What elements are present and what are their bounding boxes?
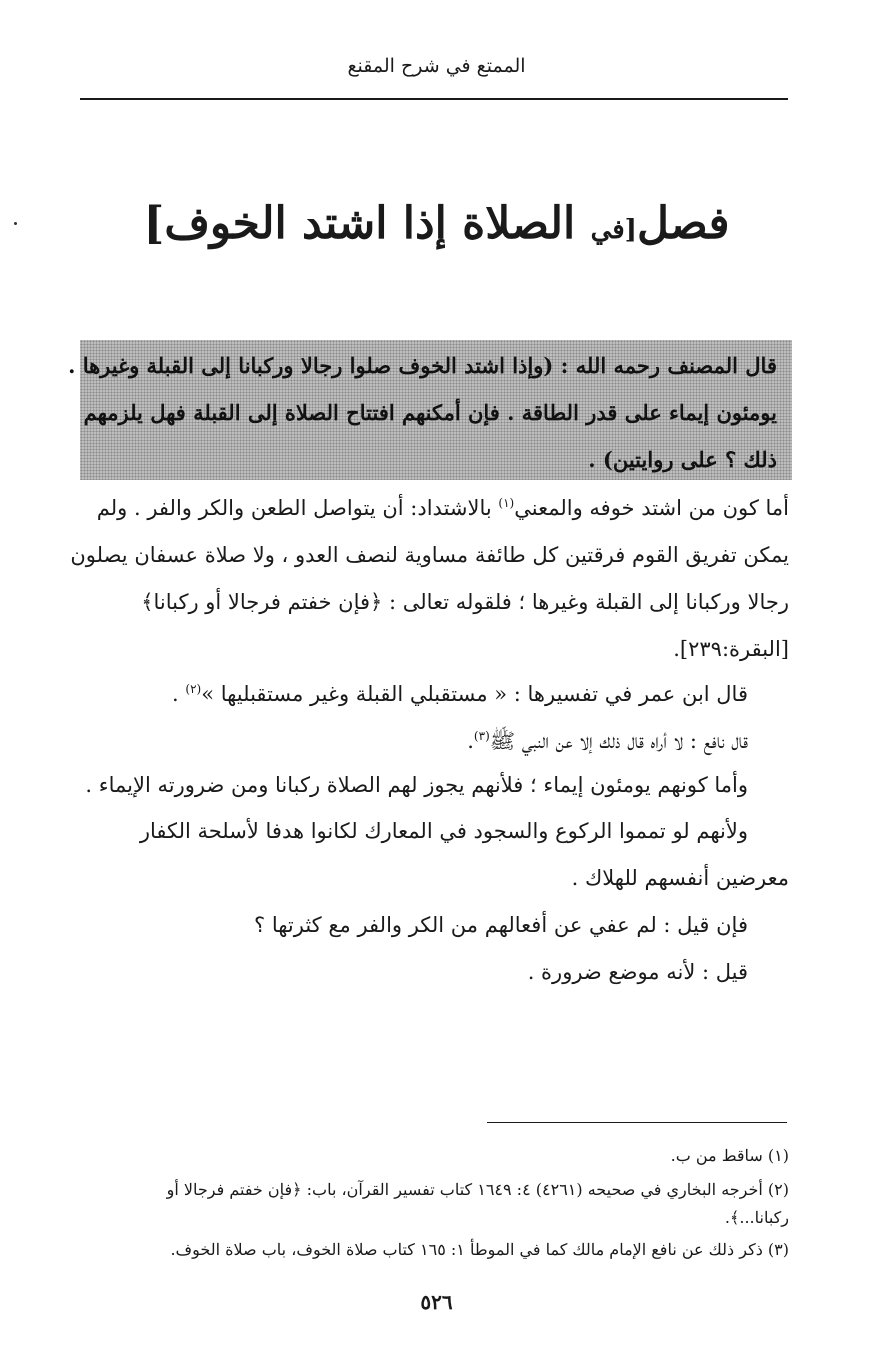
body-text: . <box>467 729 474 753</box>
footnote-ref-1[interactable]: (١) <box>498 496 515 510</box>
chapter-title-bracket: [في <box>590 215 637 245</box>
body-text: قال نافع : لا أراه قال ذلك إلا عن النبي ﷺ <box>489 729 748 753</box>
header-rule <box>80 98 788 100</box>
matn-line-1: قال المصنف رحمه الله : (وإذا اشتد الخوف صلوا رجالا وركبانا إلى القبلة وغيرها . <box>68 353 777 378</box>
body-line: رجالا وركبانا إلى القبلة وغيرها ؛ فلقوله تعالى : ﴿فإن خفتم فرجالا أو ركبانا﴾ <box>141 590 789 614</box>
body-line <box>97 496 789 520</box>
chapter-title-main: فصل <box>636 198 730 249</box>
footnote-3: (٣) ذكر ذلك عن نافع الإمام مالك كما في الموطأ ١: ١٦٥ كتاب صلاة الخوف، باب صلاة الخوف. <box>170 1240 789 1259</box>
body-line <box>467 728 748 759</box>
footnote-1: (١) ساقط من ب. <box>670 1146 789 1165</box>
body-line: ولأنهم لو تمموا الركوع والسجود في المعارك لكانوا هدفا لأسلحة الكفار <box>139 819 748 843</box>
body-line: قيل : لأنه موضع ضرورة . <box>527 960 748 984</box>
running-header: الممتع في شرح المقنع <box>347 55 526 77</box>
body-line: وأما كونهم يومئون إيماء ؛ فلأنهم يجوز لهم الصلاة ركبانا ومن ضرورته الإيماء . <box>85 773 748 797</box>
page-number: ٥٢٦ <box>420 1290 453 1314</box>
body-line <box>172 682 748 706</box>
body-text: أما كون من اشتد خوفه والمعني <box>514 496 789 520</box>
chapter-title <box>0 198 873 249</box>
footnote-ref-3[interactable]: (٣) <box>473 729 490 743</box>
footnote-2-continuation: ركبانا...﴾. <box>724 1208 789 1227</box>
body-text: . <box>172 682 186 706</box>
body-line: فإن قيل : لم عفي عن أفعالهم من الكر والفر مع كثرتها ؟ <box>254 913 748 937</box>
matn-line-2: يومئون إيماء على قدر الطاقة . فإن أمكنهم افتتاح الصلاة إلى القبلة فهل يلزمهم <box>83 400 777 425</box>
body-text: قال ابن عمر في تفسيرها : « مستقبلي القبلة وغير مستقبليها » <box>201 682 748 706</box>
chapter-title-rest: الصلاة إذا اشتد الخوف] <box>143 198 576 249</box>
footnote-2: (٢) أخرجه البخاري في صحيحه (٤٢٦١) ٤: ١٦٤٩ كتاب تفسير القرآن، باب: ﴿فإن خفتم فرجالا أو <box>166 1180 789 1199</box>
footnote-ref-2[interactable]: (٢) <box>185 682 202 696</box>
footnote-rule <box>487 1122 787 1123</box>
body-line: [البقرة:٢٣٩]. <box>673 637 789 661</box>
body-line: معرضين أنفسهم للهلاك . <box>571 866 789 890</box>
body-line: يمكن تفريق القوم فرقتين كل طائفة مساوية لنصف العدو ، ولا صلاة عسفان يصلون <box>70 543 789 567</box>
matn-line-3: ذلك ؟ على روايتين) . <box>588 447 777 472</box>
body-text: بالاشتداد: أن يتواصل الطعن والكر والفر . ولم <box>96 496 499 520</box>
